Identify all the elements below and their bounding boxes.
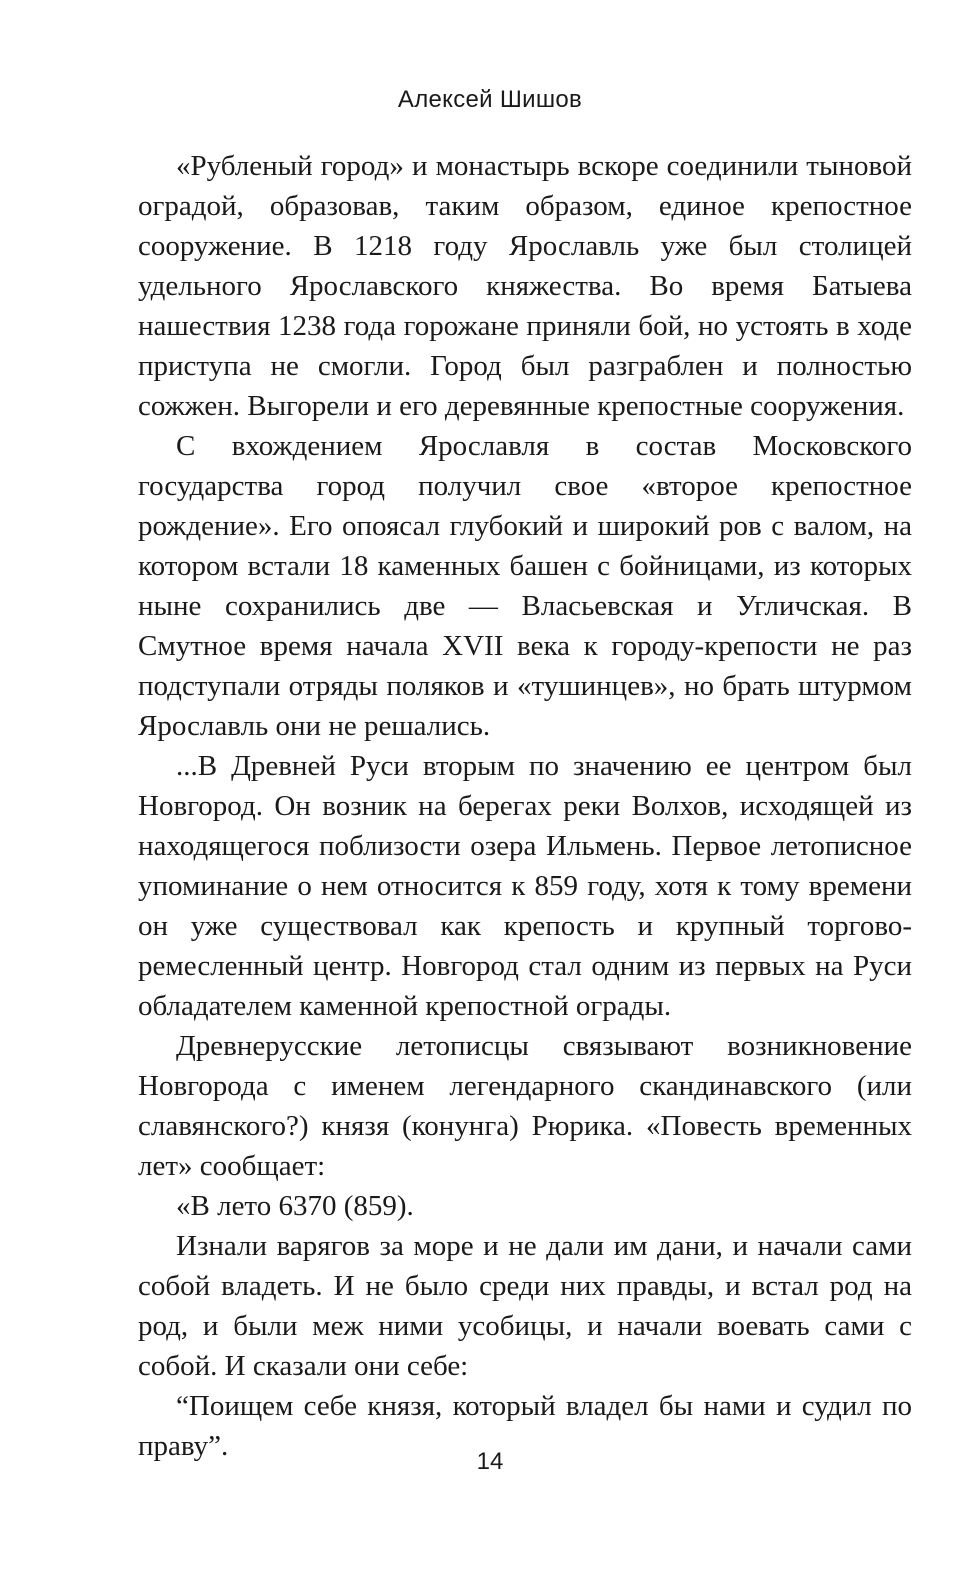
paragraph-3: ...В Древней Руси вторым по значению ее центром был Новгород. Он возник на берегах реки Волхов, исходящей из находящегося поблизости озера Ильмень. Первое летописное упоминание о нем относится к 859 году, хотя к тому времени он уже существовал как крепость и крупный торгово-ремесленный центр. Новгород стал одним из первых на Руси обладателем каменной крепостной ограды. <box>138 750 912 1022</box>
paragraph-2: С вхождением Ярославля в состав Московского государства город получил свое «второе крепостное рождение». Его опоясал глубокий и широкий ров с валом, на котором встали 18 каменных башен с бойницами, из которых ныне сохранились две — Власьевская и Угличская. В Смутное время начала XVII века к городу-крепости не раз подступали отряды поляков и «тушинцев», но брать штурмом Ярославль они не решались. <box>138 430 912 742</box>
paragraph-7: “Поищем себе князя, который владел бы нами и судил по праву”. <box>138 1390 912 1462</box>
running-head-author: Алексей Шишов <box>397 86 583 113</box>
paragraph-6: Изнали варягов за море и не дали им дани, и начали сами собой владеть. И не было среди них правды, и встал род на род, и были меж ними усобицы, и начали воевать сами с собой. И сказали они себе: <box>138 1230 912 1382</box>
body-text <box>138 146 912 1466</box>
page-number: 14 <box>476 1448 504 1475</box>
paragraph-1: «Рубленый город» и монастырь вскоре соединили тыновой оградой, образовав, таким образом, единое крепостное сооружение. В 1218 году Ярославль уже был столицей удельного Ярославского княжества. Во время Батыева нашествия 1238 года горожане приняли бой, но устоять в ходе приступа не смогли. Город был разграблен и полностью сожжен. Выгорели и его деревянные крепостные сооружения. <box>138 150 912 422</box>
paragraph-4: Древнерусские летописцы связывают возникновение Новгорода с именем легендарного скандинавского (или славянского?) князя (конунга) Рюрика. «Повесть временных лет» сообщает: <box>138 1030 912 1182</box>
paragraph-5: «В лето 6370 (859). <box>176 1190 414 1222</box>
